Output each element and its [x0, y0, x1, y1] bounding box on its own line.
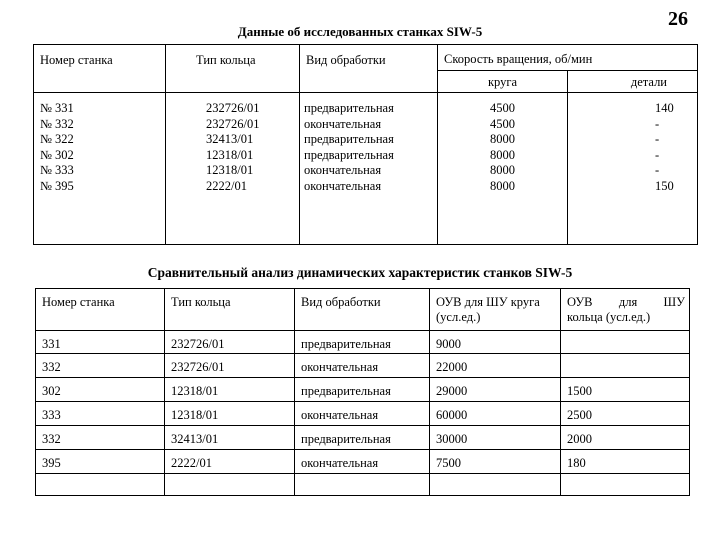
- part-speed-column: [568, 93, 698, 245]
- table-row: [36, 426, 690, 450]
- header-machine: Номер станка: [34, 45, 166, 93]
- cell-machine: 302: [36, 378, 165, 402]
- machine-column: [34, 93, 166, 245]
- table-row-empty: [36, 474, 690, 496]
- header-ouv-part-line1: ОУВ для ШУ: [567, 295, 685, 309]
- cell-machine: № 331: [40, 101, 74, 115]
- cell-wheel-speed: 4500: [490, 101, 515, 115]
- cell-processing: предварительная: [304, 132, 394, 147]
- table-row: [36, 378, 690, 402]
- cell-ring: 232726/01: [206, 116, 260, 131]
- wheel-speed-column: [438, 93, 568, 245]
- cell-ouv-part: 2000: [561, 426, 690, 450]
- cell-processing: окончательная: [295, 450, 430, 474]
- cell-processing: окончательная: [304, 163, 382, 178]
- cell-ring: 232726/01: [165, 354, 295, 378]
- empty-cell: [165, 474, 295, 496]
- header-speed: Скорость вращения, об/мин: [438, 45, 698, 71]
- cell-machine: № 333: [40, 163, 74, 178]
- cell-wheel-speed: 4500: [490, 116, 515, 131]
- cell-machine: 333: [36, 402, 165, 426]
- empty-cell: [561, 474, 690, 496]
- cell-machine: 331: [36, 331, 165, 354]
- table-row: [36, 331, 690, 354]
- cell-ring: 32413/01: [206, 132, 254, 147]
- cell-ouv-part: 180: [561, 450, 690, 474]
- cell-part-speed: -: [655, 116, 660, 131]
- header-machine: Номер станка: [36, 289, 165, 331]
- table-row: [36, 354, 690, 378]
- cell-wheel-speed: 8000: [490, 163, 515, 178]
- cell-ring: 12318/01: [206, 163, 254, 178]
- cell-machine: № 395: [40, 178, 74, 193]
- empty-cell: [295, 474, 430, 496]
- cell-ouv-wheel: 22000: [430, 354, 561, 378]
- cell-ring: 2222/01: [206, 178, 247, 193]
- header-ring-type: Тип кольца: [166, 45, 300, 93]
- header-processing: Вид обработки: [300, 45, 438, 93]
- header-ring-type: Тип кольца: [165, 289, 295, 331]
- cell-ouv-part: [561, 331, 690, 354]
- cell-machine: 332: [36, 354, 165, 378]
- dynamics-table: [35, 288, 690, 496]
- header-ouv-part: [561, 289, 690, 331]
- ring-column: [166, 93, 300, 245]
- cell-ouv-part: [561, 354, 690, 378]
- header-ouv-part-line2: кольца (усл.ед.): [567, 310, 651, 324]
- cell-wheel-speed: 8000: [490, 178, 515, 193]
- header-speed-wheel: круга: [438, 71, 568, 93]
- cell-processing: окончательная: [295, 402, 430, 426]
- cell-machine: № 322: [40, 132, 74, 147]
- table2-title: Сравнительный анализ динамических характеристик станков SIW-5: [147, 265, 573, 280]
- cell-part-speed: -: [655, 163, 660, 178]
- cell-machine: № 302: [40, 147, 74, 162]
- page-number: 26: [668, 8, 688, 30]
- cell-ouv-wheel: 29000: [430, 378, 561, 402]
- header-speed-part: детали: [568, 71, 698, 93]
- cell-processing: окончательная: [295, 354, 430, 378]
- cell-processing: предварительная: [295, 426, 430, 450]
- cell-ouv-wheel: 9000: [430, 331, 561, 354]
- cell-ring: 12318/01: [165, 378, 295, 402]
- cell-part-speed: 150: [655, 178, 674, 193]
- cell-wheel-speed: 8000: [490, 147, 515, 162]
- cell-ring: 2222/01: [165, 450, 295, 474]
- cell-processing: окончательная: [304, 178, 382, 193]
- cell-ring: 12318/01: [206, 147, 254, 162]
- cell-ring: 232726/01: [165, 331, 295, 354]
- cell-ouv-wheel: 60000: [430, 402, 561, 426]
- cell-processing: окончательная: [304, 116, 382, 131]
- cell-ring: 12318/01: [165, 402, 295, 426]
- cell-ouv-part: 2500: [561, 402, 690, 426]
- header-processing: Вид обработки: [295, 289, 430, 331]
- cell-ouv-wheel: 7500: [430, 450, 561, 474]
- cell-machine: 395: [36, 450, 165, 474]
- empty-cell: [430, 474, 561, 496]
- empty-cell: [36, 474, 165, 496]
- table-row: [36, 402, 690, 426]
- cell-machine: № 332: [40, 116, 74, 131]
- cell-processing: предварительная: [295, 378, 430, 402]
- cell-machine: 332: [36, 426, 165, 450]
- cell-ouv-part: 1500: [561, 378, 690, 402]
- cell-ring: 32413/01: [165, 426, 295, 450]
- processing-column: [300, 93, 438, 245]
- table-row: [36, 450, 690, 474]
- cell-processing: предварительная: [304, 147, 394, 162]
- cell-ring: 232726/01: [206, 101, 260, 115]
- cell-part-speed: 140: [655, 101, 674, 115]
- cell-wheel-speed: 8000: [490, 132, 515, 147]
- cell-processing: предварительная: [295, 331, 430, 354]
- machines-table: [33, 44, 698, 245]
- cell-part-speed: -: [655, 132, 660, 147]
- cell-part-speed: -: [655, 147, 660, 162]
- header-ouv-wheel: ОУВ для ШУ круга (усл.ед.): [430, 289, 561, 331]
- cell-ouv-wheel: 30000: [430, 426, 561, 450]
- cell-processing: предварительная: [304, 101, 394, 115]
- table1-title: Данные об исследованных станках SIW-5: [237, 24, 483, 39]
